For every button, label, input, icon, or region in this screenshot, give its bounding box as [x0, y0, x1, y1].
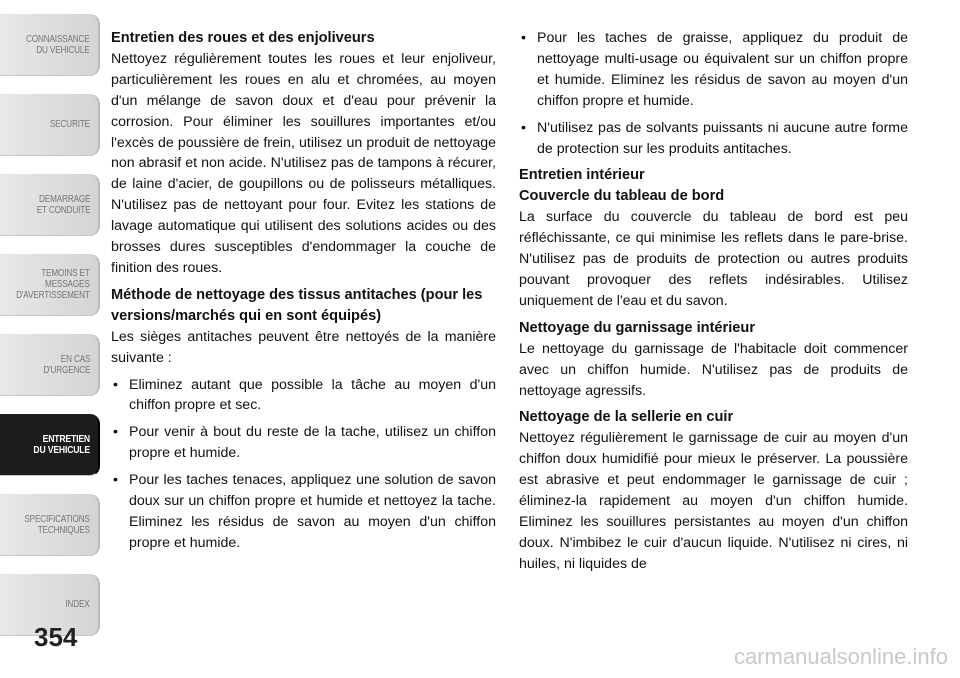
tab-label: TEMOINS ET MESSAGES D'AVERTISSEMENT: [16, 268, 90, 301]
tab-demarrage-et-conduite[interactable]: [0, 174, 100, 236]
list-item: • N'utilisez pas de solvants puissants ni aucune autre forme de protection sur les produits antitaches.: [519, 118, 908, 160]
tab-label: INDEX: [65, 599, 90, 610]
tab-entretien-du-vehicule[interactable]: [0, 414, 100, 476]
list-item: • Pour les taches de graisse, appliquez du produit de nettoyage multi-usage ou équivalent sur un chiffon propre et humide. Eliminez les résidus de savon au moyen d'un chiffon propre et humide.: [519, 28, 908, 112]
paragraph: La surface du couvercle du tableau de bord est peu réfléchissante, ce qui minimise les reflets dans le pare-brise. N'utilisez pas de produits de protection ou autres produits pouvant provoquer des reflets indésirables. Utilisez uniquement de l'eau et du savon.: [519, 209, 908, 309]
tab-temoins-et-messages[interactable]: [0, 254, 100, 316]
tab-en-cas-d-urgence[interactable]: [0, 334, 100, 396]
bullet-list: [111, 375, 496, 554]
watermark: carmanualsonline.info: [733, 644, 948, 669]
tab-securite[interactable]: [0, 94, 100, 156]
right-column: [519, 28, 908, 581]
paragraph: Nettoyez régulièrement le garnissage de cuir au moyen d'un chiffon doux humidifié pour mieux le préserver. La poussière est abrasive et peut endommager le garnissage de cuir ; éliminez-la rapidement au moyen d'un chiffon humide. Eliminez les souillures persistantes au moyen d'un chiffon doux. N'imbibez le cuir d'aucun liquide. N'utilisez ni cires, ni huiles, ni liquides de: [519, 430, 908, 572]
tab-label: SECURITE: [49, 119, 90, 130]
subsection-heading: Couvercle du tableau de bord: [519, 188, 725, 205]
tab-label: ENTRETIEN DU VEHICULE: [33, 432, 90, 456]
tab-label: EN CAS D'URGENCE: [42, 353, 90, 376]
bullet-list: [519, 28, 908, 159]
page-number: 354: [34, 622, 78, 652]
section-heading: Méthode de nettoyage des tissus antitaches (pour les versions/marchés qui en sont équipés): [111, 286, 483, 324]
left-column: [111, 28, 496, 560]
list-item: • Eliminez autant que possible la tâche au moyen d'un chiffon propre et sec.: [111, 375, 496, 417]
tab-label: SPECIFICATIONS TECHNIQUES: [24, 513, 90, 536]
tab-specifications-techniques[interactable]: [0, 494, 100, 556]
tab-label: DEMARRAGE ET CONDUITE: [36, 193, 90, 216]
paragraph: Le nettoyage du garnissage de l'habitacle doit commencer avec un chiffon humide. N'utilisez pas de produits de nettoyage agressifs.: [519, 340, 908, 399]
chapter-tabs: [0, 0, 104, 610]
tab-connaissance-du-vehicule[interactable]: [0, 14, 100, 76]
paragraph: Les sièges antitaches peuvent être nettoyés de la manière suivante :: [111, 328, 496, 366]
list-item: • Pour venir à bout du reste de la tache, utilisez un chiffon propre et humide.: [111, 422, 496, 464]
section-heading: Entretien des roues et des enjoliveurs: [111, 30, 375, 46]
subsection-heading: Nettoyage du garnissage intérieur: [519, 319, 755, 336]
subsection-heading: Nettoyage de la sellerie en cuir: [519, 409, 734, 426]
tab-label: CONNAISSANCE DU VEHICULE: [26, 33, 90, 56]
paragraph: Nettoyez régulièrement toutes les roues et leur enjoliveur, particulièrement les roues en alu et chromées, au moyen d'un mélange de savon doux et d'eau pour prévenir la corrosion. Pour éliminer les souillures importantes et/ou l'excès de poussière de frein, utilisez un produit de nettoyage non abrasif et non acide. N'utilisez pas de tampons à récurer, de laine d'acier, de goupillons ou de polisseurs métalliques. N'utilisez pas de nettoyant pour four. Evitez les stations de lavage automatique qui utilisent des solutions acides ou des brosses dures susceptibles d'endommager la couche de finition des roues.: [111, 50, 496, 276]
section-heading: Entretien intérieur: [519, 167, 645, 184]
list-item: • Pour les taches tenaces, appliquez une solution de savon doux sur un chiffon propre et humide et nettoyez la tache. Eliminez les résidus de savon au moyen d'un chiffon propre et humide.: [111, 470, 496, 554]
